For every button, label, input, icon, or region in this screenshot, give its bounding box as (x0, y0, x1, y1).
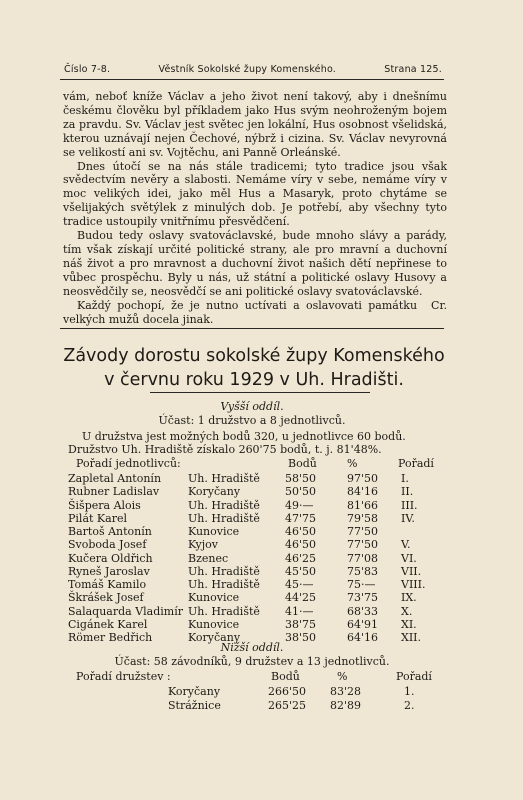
paragraph: Dnes útočí se na nás stále tradicemi; tyto tradice jsou však svědectvím nevěry a slabosti. Nemáme víry v sebe, nemáme víry v moc velikých idei, jako měl Hus a Masaryk, proto chytáme se všelijakých světýlek z minulých dob. Je potřebí, aby všechny tyto tradice ustoupily vnitřnímu přesvědčení. (63, 159, 447, 229)
competitor-points: 46'50 (285, 538, 317, 552)
column-header-points: Bodů (288, 457, 317, 470)
competitor-club: Koryčany (188, 631, 241, 644)
table-row (68, 605, 448, 619)
competitor-percent: 64'16 (347, 631, 379, 644)
competitor-name: Zapletal Antonín (68, 472, 162, 485)
title-underline (150, 392, 370, 393)
table-row (68, 565, 448, 579)
competitor-name: Pilát Karel (68, 511, 127, 525)
competitor-club: Bzenec (188, 551, 229, 565)
author-signature: Cr. (431, 298, 447, 312)
competitor-percent: 77'50 (347, 538, 379, 552)
competitor-rank: IX. (401, 591, 417, 605)
upper-points-text: U družstva jest možných bodů 320, u jednotlivce 60 bodů. (82, 430, 406, 443)
title-line: Závody dorostu sokolské župy Komenského (63, 346, 445, 366)
competitor-percent: 84'16 (347, 485, 379, 499)
competitor-name: Svoboda Josef (68, 538, 147, 552)
upper-participants: Účast: 1 družstvo a 8 jednotlivců. (158, 414, 346, 427)
competitor-percent: 97'50 (347, 472, 379, 485)
competitor-percent: 75'83 (347, 564, 379, 578)
competitor-name: Rubner Ladislav (68, 485, 160, 499)
team-table-header (68, 670, 448, 684)
competitor-club: Uh. Hradiště (188, 564, 260, 578)
competitor-rank: VIII. (401, 578, 426, 591)
competitor-percent: 81'66 (347, 498, 379, 512)
competitor-percent: 77'08 (347, 551, 379, 565)
lower-participants: Účast: 58 závodníků, 9 družstev a 13 jednotlivců. (114, 655, 390, 668)
team-name: Strážnice (168, 699, 221, 712)
article-title (58, 344, 450, 392)
competitor-rank: I. (401, 472, 409, 485)
upper-division-heading: Vyšší oddíl. (220, 400, 284, 413)
team-points: 265'25 (268, 699, 307, 712)
article-text (63, 90, 447, 326)
table-row (68, 699, 448, 713)
column-header-points: Bodů (271, 670, 300, 683)
competitor-points: 45'50 (285, 564, 317, 578)
column-header-rank: Pořadí (396, 670, 432, 683)
competitor-club: Kyjov (188, 538, 218, 552)
title-line: v červnu roku 1929 v Uh. Hradišti. (104, 370, 404, 390)
competitor-points: 41·— (285, 604, 314, 618)
table-row (68, 485, 448, 499)
competitor-name: Tomáš Kamilo (68, 578, 147, 591)
page-number: Strana 125. (384, 64, 442, 75)
competitor-name: Ryneš Jaroslav (68, 564, 150, 578)
competitor-rank: III. (401, 498, 418, 512)
upper-team-text: Družstvo Uh. Hradiště získalo 260'75 bodů, t. j. 81'48%. (68, 443, 382, 456)
competitor-name: Römer Bedřich (68, 631, 153, 644)
competitor-points: 47'75 (285, 511, 317, 525)
competitor-name: Bartoš Antonín (68, 525, 152, 538)
table-row (68, 618, 448, 632)
competitor-name: Šišpera Alois (68, 498, 141, 512)
competitor-rank: XI. (401, 617, 417, 631)
competitor-club: Uh. Hradiště (188, 604, 260, 618)
competitor-name: Kučera Oldřich (68, 551, 153, 565)
results-table-header (68, 457, 448, 471)
competitor-percent: 75·— (347, 578, 376, 591)
competitor-points: 44'25 (285, 591, 317, 605)
table-row (68, 499, 448, 513)
column-header-teams: Pořadí družstev : (76, 670, 171, 683)
competitor-percent: 68'33 (347, 604, 379, 618)
competitor-rank: II. (401, 485, 414, 499)
competitor-percent: 79'58 (347, 511, 379, 525)
header-rule (60, 79, 444, 80)
competitor-club: Uh. Hradiště (188, 472, 260, 485)
column-header-rank: Pořadí (398, 457, 434, 470)
competitor-rank: V. (401, 538, 411, 552)
competitor-points: 50'50 (285, 485, 317, 499)
competitor-points: 38'75 (285, 617, 317, 631)
table-row (68, 512, 448, 526)
competitor-percent: 73'75 (347, 591, 379, 605)
competitor-club: Koryčany (188, 485, 241, 499)
table-row (68, 472, 448, 486)
paragraph: vám, neboť kníže Václav a jeho život není takový, aby i dnešnímu českému člověku byl příkladem jako Hus svým neohroženým bojem za pravdu. Sv. Václav jest světec jen lokální, Hus osobnost všelidská, kterou uznávají nejen Čechové, nýbrž i cizina. Sv. Václav nevyrovná se velikostí ani sv. Vojtěchu, ani Panně Orleánské. (63, 90, 447, 159)
table-row (68, 591, 448, 605)
table-row (68, 552, 448, 566)
lower-division-heading: Nižší oddíl. (220, 641, 284, 654)
competitor-name: Cigánek Karel (68, 617, 148, 631)
table-row (68, 685, 448, 699)
competitor-points: 45·— (285, 578, 314, 591)
section-divider (60, 328, 444, 329)
team-points: 266'50 (268, 685, 307, 698)
competitor-points: 49·— (285, 498, 314, 512)
team-percent: 83'28 (330, 685, 362, 698)
journal-title: Věstník Sokolské župy Komenského. (158, 64, 337, 75)
competitor-points: 46'50 (285, 525, 317, 538)
team-rank: 2. (404, 699, 415, 712)
closing-text: Každý pochopí, že je nutno uctívati a oslavovati památku velkých mužů docela jinak. (63, 298, 418, 326)
competitor-percent: 64'91 (347, 617, 379, 631)
column-header-percent: % (337, 670, 348, 683)
competitor-club: Kunovice (188, 617, 240, 631)
table-row (68, 525, 448, 539)
issue-number: Číslo 7-8. (64, 64, 111, 75)
competitor-points: 46'25 (285, 551, 317, 565)
column-header-percent: % (347, 457, 358, 470)
paragraph: Budou tedy oslavy svatováclavské, bude mnoho slávy a parády, tím však získají určité politické strany, ale pro mravní a duchovní náš život a pro mravnost a duchovní život našich dětí nepřinese to vůbec prospěchu. Byly u nás, už státní a politické oslavy Husovy a neosvědčily se, neosvědčí se ani politické oslavy svatováclavské. (63, 229, 447, 298)
competitor-rank: VII. (401, 564, 422, 578)
team-name: Koryčany (168, 685, 221, 698)
table-row (68, 578, 448, 592)
table-row (68, 538, 448, 552)
competitor-rank: X. (401, 604, 413, 618)
closing-paragraph (63, 299, 447, 327)
competitor-name: Škrášek Josef (68, 591, 144, 605)
team-rank: 1. (404, 685, 415, 698)
column-header-name: Pořadí jednotlivců: (76, 457, 181, 470)
competitor-club: Uh. Hradiště (188, 578, 260, 591)
competitor-points: 58'50 (285, 472, 317, 485)
competitor-rank: IV. (401, 511, 415, 525)
team-percent: 82'89 (330, 699, 362, 712)
competitor-name: Salaquarda Vladimír (68, 604, 183, 618)
competitor-rank: XII. (401, 631, 422, 644)
competitor-percent: 77'50 (347, 525, 379, 538)
competitor-club: Uh. Hradiště (188, 511, 260, 525)
competitor-club: Kunovice (188, 525, 240, 538)
competitor-points: 38'50 (285, 631, 317, 644)
competitor-club: Kunovice (188, 591, 240, 605)
competitor-rank: VI. (401, 551, 417, 565)
page-header (64, 64, 442, 75)
competitor-club: Uh. Hradiště (188, 498, 260, 512)
